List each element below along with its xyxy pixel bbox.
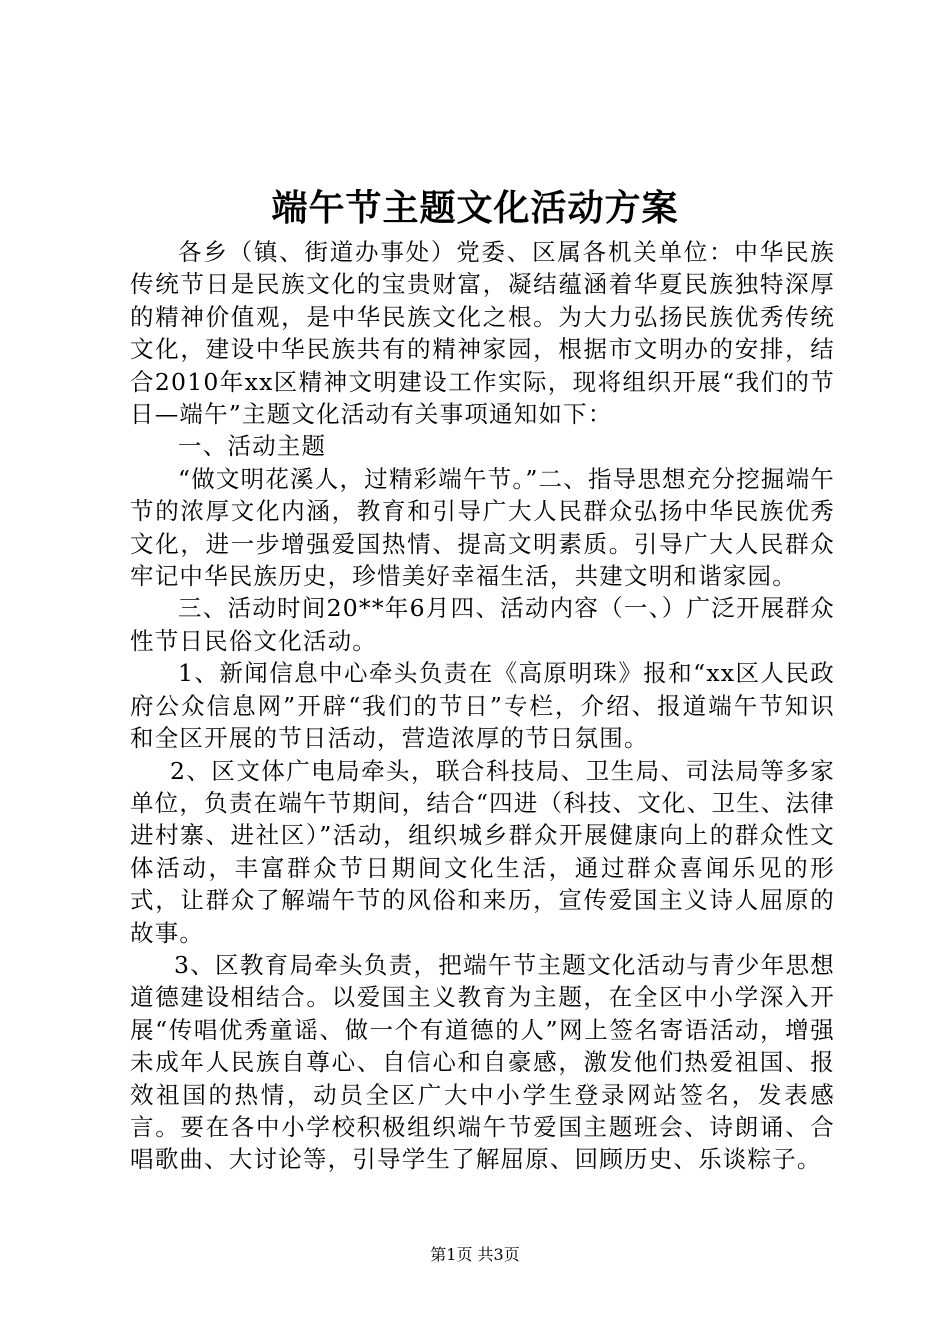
document-body [130,236,835,1176]
paragraph-theme-guiding: “做文明花溪人，过精彩端午节。”二、指导思想充分挖掘端午节的浓厚文化内涵，教育和引导广大人民群众弘扬中华民族优秀文化，进一步增强爱国热情、提高文明素质。引导广大人民群众牢记中华民族历史，珍惜美好幸福生活，共建文明和谐家园。 [130,464,835,591]
page-footer: 第1页 共3页 [430,1245,520,1264]
paragraph-intro: 各乡（镇、街道办事处）党委、区属各机关单位：中华民族传统节日是民族文化的宝贵财富，凝结蕴涵着华夏民族独特深厚的精神价值观，是中华民族文化之根。为大力弘扬民族优秀传统文化，建设中华民族共有的精神家园，根据市文明办的安排，结合2010年xx区精神文明建设工作实际，现将组织开展“我们的节日—端午”主题文化活动有关事项通知如下： [130,238,835,429]
document-title: 端午节主题文化活动方案 [271,187,679,229]
paragraph-time-content: 三、活动时间20**年6月四、活动内容（一、）广泛开展群众性节日民俗文化活动。 [130,594,835,655]
paragraph-item-1: 1、新闻信息中心牵头负责在《高原明珠》报和“xx区人民政府公众信息网”开辟“我们的节日”专栏，介绍、报道端午节知识和全区开展的节日活动，营造浓厚的节日氛围。 [130,659,835,753]
heading-activity-theme: 一、活动主题 [178,432,327,461]
paragraph-item-2: 2、区文体广电局牵头，联合科技局、卫生局、司法局等多家单位，负责在端午节期间，结合“四进（科技、文化、卫生、法律进村寨、进社区）”活动，组织城乡群众开展健康向上的群众性文体活动，丰富群众节日期间文化生活，通过群众喜闻乐见的形式，让群众了解端午节的风俗和来历，宣传爱国主义诗人屈原的故事。 [130,756,835,947]
paragraph-item-3: 3、区教育局牵头负责，把端午节主题文化活动与青少年思想道德建设相结合。以爱国主义教育为主题，在全区中小学深入开展“传唱优秀童谣、做一个有道德的人”网上签名寄语活动，增强未成年人民族自尊心、自信心和自豪感，激发他们热爱祖国、报效祖国的热情，动员全区广大中小学生登录网站签名，发表感言。要在各中小学校积极组织端午节爱国主题班会、诗朗诵、合唱歌曲、大讨论等，引导学生了解屈原、回顾历史、乐谈粽子。 [130,950,835,1174]
